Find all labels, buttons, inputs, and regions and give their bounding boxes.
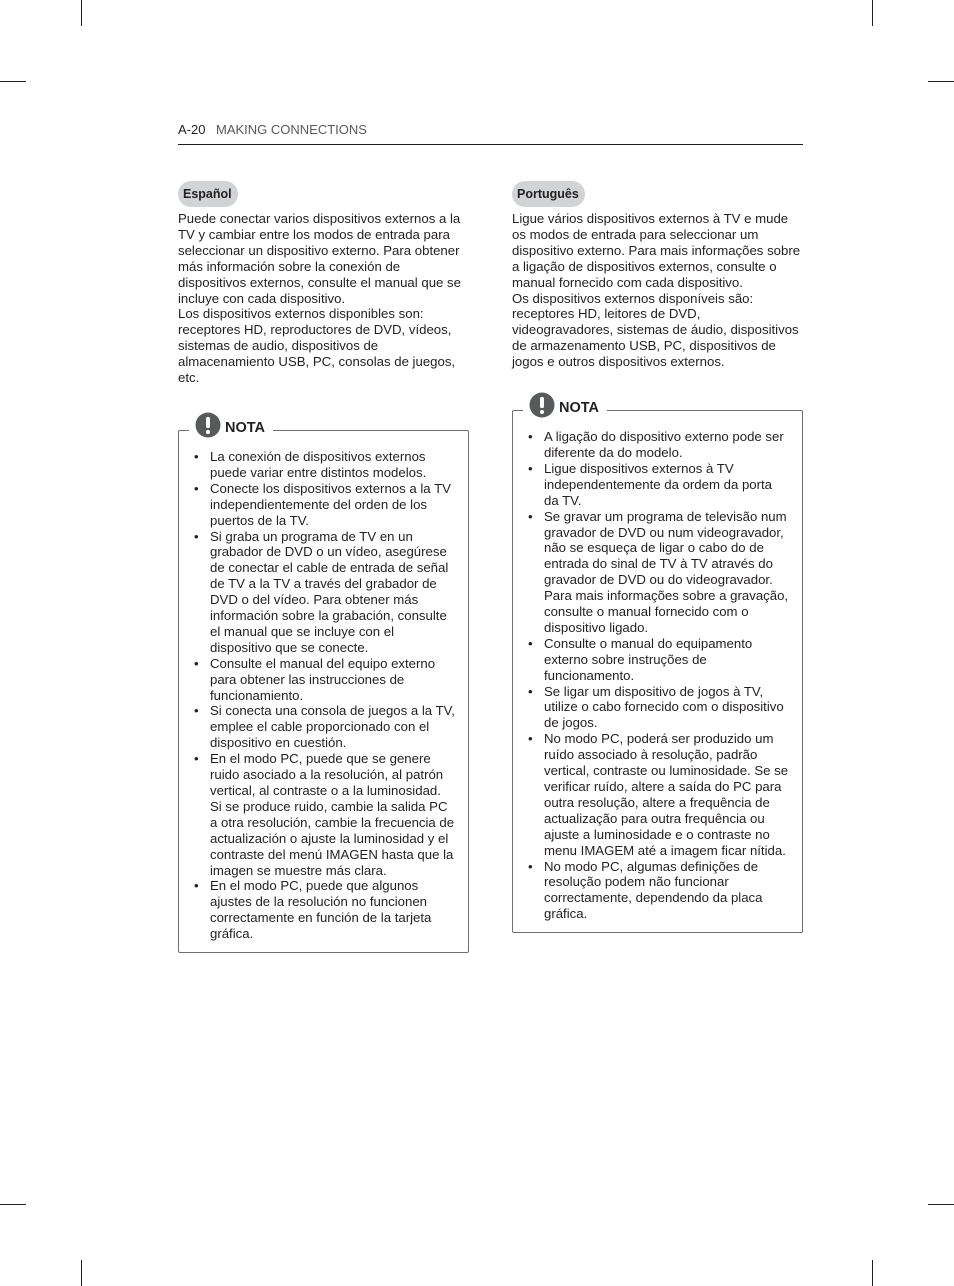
crop-mark (928, 81, 954, 82)
note-item: • Consulte o manual do equipamento externo sobre instruções de funcionamento. (528, 636, 790, 684)
note-box (512, 400, 803, 933)
note-item: • En el modo PC, puede que algunos ajustes de la resolución no funcionen correctamente en función de la tarjeta gráfica. (194, 878, 456, 942)
crop-mark (872, 1260, 873, 1286)
note-box (178, 419, 469, 953)
note-item: • Se ligar um dispositivo de jogos à TV, utilize o cabo fornecido com o dispositivo de jogos. (528, 684, 790, 732)
note-list (528, 429, 790, 922)
note-item: • No modo PC, poderá ser produzido um ruído associado à resolução, padrão vertical, contraste ou luminosidade. Se se verificar ruído, altere a saída do PC para outra resolução, altere a frequência de actualização para outra frequência ou ajuste a luminosidade e o contraste no menu IMAGEM até a imagem ficar nítida. (528, 731, 790, 858)
note-item: • La conexión de dispositivos externos puede variar entre distintos modelos. (194, 449, 456, 481)
intro-text (512, 211, 803, 370)
note-item: • Conecte los dispositivos externos a la TV independientemente del orden de los puertos de la TV. (194, 481, 456, 529)
note-header (189, 410, 273, 440)
note-header (523, 390, 607, 420)
page-number: A-20 (178, 122, 206, 137)
note-title: NOTA (225, 419, 266, 436)
intro-text (178, 211, 469, 386)
crop-mark (81, 1260, 82, 1286)
crop-mark (928, 1204, 954, 1205)
page-header (178, 122, 803, 145)
paragraph: Los dispositivos externos disponibles son: receptores HD, reproductores de DVD, vídeos, sistemas de audio, dispositivos de almacenamiento USB, PC, consolas de juegos, etc. (178, 306, 456, 386)
crop-mark (872, 0, 873, 26)
paragraph: Os dispositivos externos disponíveis são: receptores HD, leitores de DVD, videogravadores, sistemas de áudio, dispositivos de armazenamento USB, PC, dispositivos de jogos e outros dispositivos externos. (512, 290, 799, 370)
note-item: • Si conecta una consola de juegos a la TV, emplee el cable proporcionado con el dispositivo en cuestión. (194, 703, 456, 751)
column-portugues (512, 181, 803, 933)
column-espanol (178, 181, 469, 953)
crop-mark (0, 1204, 26, 1205)
note-item: • No modo PC, algumas definições de resolução podem não funcionar correctamente, dependendo da placa gráfica. (528, 859, 790, 923)
crop-mark (81, 0, 82, 26)
language-badge: Português (512, 181, 585, 207)
note-item: • En el modo PC, puede que se genere ruido asociado a la resolución, al patrón vertical, al contraste o a la luminosidad. Si se produce ruido, cambie la salida PC a otra resolución, cambie la frecuencia de actualización o ajuste la luminosidad y el contraste del menú IMAGEN hasta que la imagen se muestre más clara. (194, 751, 456, 878)
note-item: • Ligue dispositivos externos à TV independentemente da ordem da porta da TV. (528, 461, 790, 509)
warning-icon (195, 412, 221, 438)
note-item: • Consulte el manual del equipo externo para obtener las instrucciones de funcionamiento. (194, 656, 456, 704)
paragraph: Puede conectar varios dispositivos externos a la TV y cambiar entre los modos de entrada para seleccionar un dispositivo externo. Para obtener más información sobre la conexión de dispositivos externos, consulte el manual que se incluye con cada dispositivo. (178, 211, 461, 306)
note-item: • Se gravar um programa de televisão num gravador de DVD ou num videogravador, não se esqueça de ligar o cabo do de entrada do sinal de TV à TV através do gravador de DVD ou do videogravador. Para mais informações sobre a gravação, consulte o manual fornecido com o dispositivo ligado. (528, 509, 790, 636)
paragraph: Ligue vários dispositivos externos à TV e mude os modos de entrada para seleccionar um dispositivo externo. Para mais informações sobre a ligação de dispositivos externos, consulte o manual fornecido com cada dispositivo. (512, 211, 801, 290)
note-item: • Si graba un programa de TV en un grabador de DVD o un vídeo, asegúrese de conectar el cable de entrada de señal de TV a la TV a través del grabador de DVD o del vídeo. Para obtener más información sobre la grabación, consulte el manual que se incluye con el dispositivo que se conecte. (194, 529, 456, 656)
warning-icon (529, 392, 555, 418)
note-title: NOTA (559, 400, 600, 417)
note-item: • A ligação do dispositivo externo pode ser diferente da do modelo. (528, 429, 790, 461)
language-badge: Español (178, 181, 238, 207)
section-title: MAKING CONNECTIONS (216, 122, 367, 137)
note-list (194, 449, 456, 942)
crop-mark (0, 81, 26, 82)
